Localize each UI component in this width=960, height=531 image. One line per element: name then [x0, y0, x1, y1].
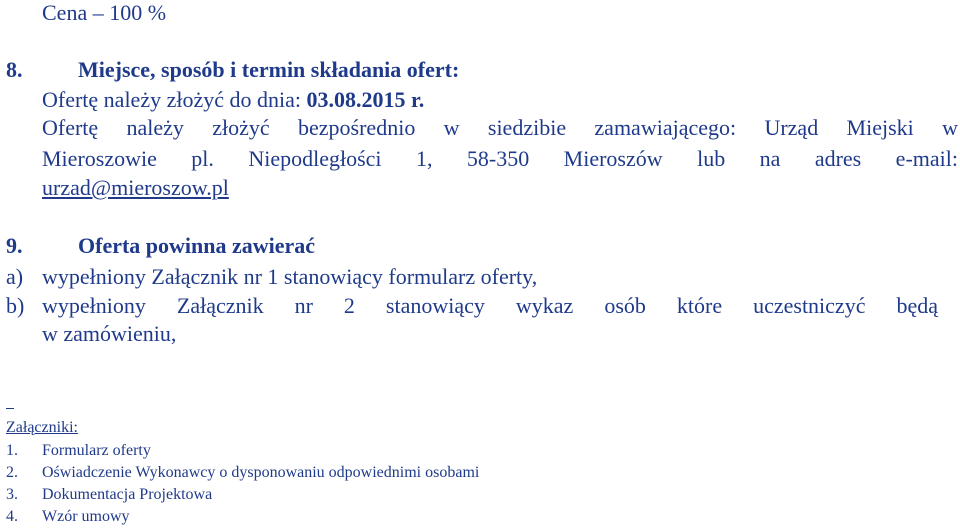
item-b-text: wypełniony Załącznik nr 2 stanowiący wykaz osób które uczestniczyć będą — [42, 293, 938, 318]
deadline-date: 03.08.2015 r. — [306, 87, 425, 112]
attachment-item — [6, 443, 151, 459]
attachment-label: Wzór umowy — [42, 508, 130, 525]
attachment-number: 2. — [6, 464, 18, 481]
email-link[interactable] — [42, 177, 229, 199]
section-8-heading: Miejsce, sposób i termin składania ofert: — [78, 57, 460, 82]
deadline-label: Ofertę należy złożyć do dnia: — [42, 87, 301, 112]
attachments-title: Załączniki: — [6, 419, 78, 436]
attachment-number: 4. — [6, 508, 18, 525]
section-8-number: 8. — [6, 57, 23, 82]
item-b-continuation: w zamówieniu, — [42, 321, 177, 346]
item-a-marker: a) — [6, 264, 24, 289]
section-9-number: 9. — [6, 233, 23, 258]
attachment-number: 3. — [6, 486, 18, 503]
item-a-text: wypełniony Załącznik nr 1 stanowiący formularz oferty, — [42, 264, 538, 289]
attachment-label: Oświadczenie Wykonawcy o dysponowaniu odpowiednimi osobami — [42, 464, 480, 481]
attachment-label: Formularz oferty — [42, 442, 151, 459]
submission-place-line-1: Ofertę należy złożyć bezpośrednio w siedzibie zamawiającego: Urząd Miejski w — [42, 115, 958, 140]
deadline-line — [42, 89, 424, 111]
section-9-heading: Oferta powinna zawierać — [78, 233, 316, 258]
attachment-item — [6, 465, 479, 481]
separator-mark — [6, 408, 14, 409]
price-criterion: Cena – 100 % — [42, 0, 167, 25]
item-b-marker: b) — [6, 293, 25, 318]
attachment-item — [6, 509, 130, 525]
email-address[interactable]: urzad@mieroszow.pl — [42, 175, 229, 200]
attachment-item — [6, 487, 212, 503]
attachment-label: Dokumentacja Projektowa — [42, 486, 213, 503]
attachment-number: 1. — [6, 442, 18, 459]
submission-place-line-2: Mieroszowie pl. Niepodległości 1, 58-350 Mieroszów lub na adres e-mail: — [42, 146, 958, 171]
